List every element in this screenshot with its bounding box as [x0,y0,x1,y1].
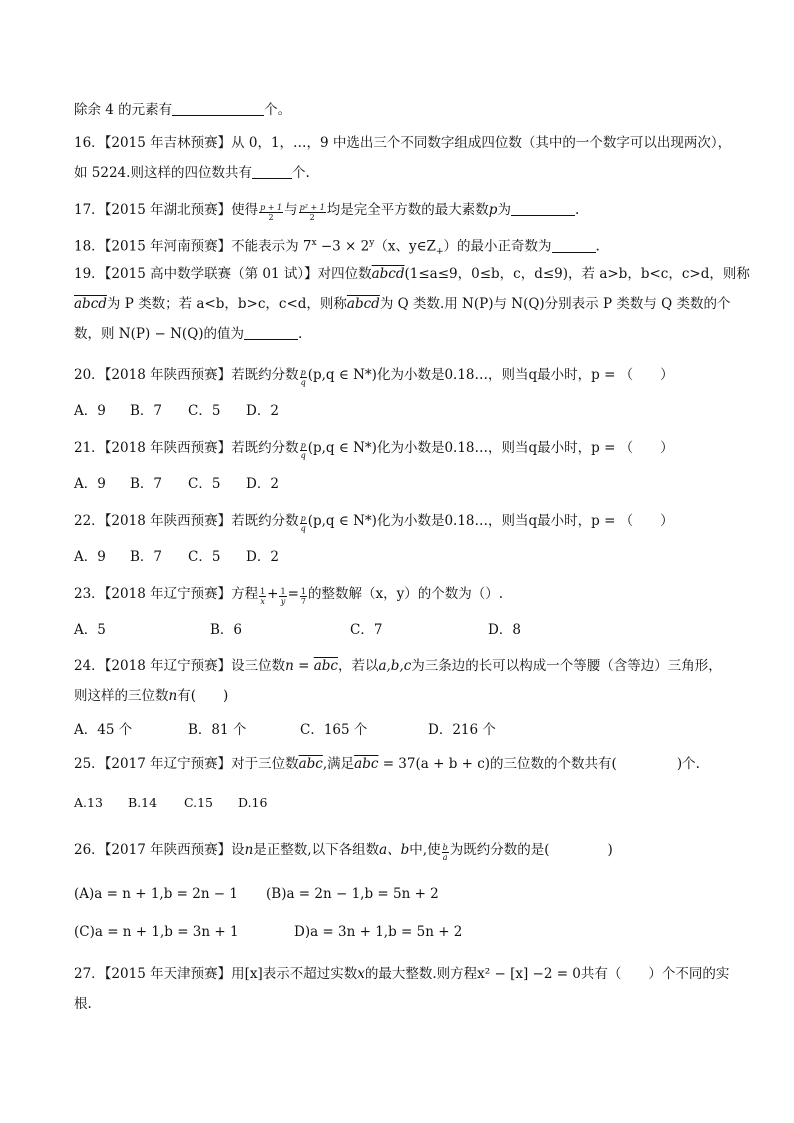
text: 24．【2018 年辽宁预赛】设三位数 [74,658,286,674]
fraction [259,203,283,222]
variable: a、b [379,842,410,858]
text: (p,q ∈ N*)化为小数是0.18…，则当q最小时，p = （ ） [307,513,674,529]
question-18-line [74,233,600,262]
text: 17．【2015 年湖北预赛】使得 [74,202,259,218]
text: −3 × 2 [316,238,370,255]
denominator: x [260,597,265,606]
text: 是正整数,以下各组数 [253,842,380,858]
numerator: 1 [280,587,286,596]
variable: x [357,966,365,982]
text: = 37(a + b + c)的三位数的个数共有( [378,756,617,772]
text: (p,q ∈ N*)化为小数是0.18…，则当q最小时，p = （ ） [307,367,674,383]
text: 个。 [264,102,292,118]
variable: n [244,842,254,858]
text: 18．【2015 年河南预赛】不能表示为 7 [74,238,312,255]
option-d[interactable]: D)a = 3n + 1,b = 5n + 2 [294,924,463,940]
text: 有( ) [177,688,229,704]
option-a[interactable]: A．45 个 [74,722,133,738]
question-26-line [74,840,613,862]
question-22-options [74,547,279,567]
numerator: p [300,441,306,450]
text: 的最大整数.则方程x² − [x] −2 = 0共有（ ）个不同的实 [364,966,730,982]
text: ）的最小正奇数为 [443,238,552,255]
option-d[interactable]: D．8 [488,622,521,638]
fraction [299,203,326,222]
fraction [300,514,307,533]
text: . [298,326,303,342]
denominator: q [300,378,306,387]
fraction [300,441,307,460]
answer-blank [244,325,298,340]
denominator: 7 [300,597,306,606]
text: ，若以 [337,658,379,674]
option-c[interactable]: C．7 [350,622,383,638]
option-c[interactable]: (C)a = n + 1,b = 3n + 1 [74,924,239,940]
numerator: 1 [260,587,266,596]
question-19-line-2 [74,294,731,314]
question-23-options [74,620,521,640]
text: 为 P 类数；若 a<b，b>c，c<d，则称 [106,296,347,312]
fraction [279,587,286,606]
question-16-line-2 [74,163,310,183]
fraction [300,368,307,387]
question-26-options-row-2 [74,922,462,942]
text: 23．【2018 年辽宁预赛】方程 [74,586,259,602]
text: 个. [291,165,310,181]
option-c[interactable]: C．5 [188,403,221,419]
option-c[interactable]: C．165 个 [300,722,368,738]
option-c[interactable]: C．5 [188,549,221,565]
variable: p [488,202,498,218]
text: 16．【2015 年吉林预赛】从 0，1，…，9 中选出三个不同数字组成四位数（其中的一个数字可以出现两次）， [74,135,732,151]
overline-number: $\overline{abc}$ [313,658,338,674]
answer-blank [511,201,575,216]
question-26-options-row-1 [74,884,439,904]
question-19-line-3 [74,324,302,344]
text: 22．【2018 年陕西预赛】若既约分数 [74,513,299,529]
denominator: a [442,853,448,862]
denominator: 2 [309,213,315,222]
option-b[interactable]: B．7 [130,476,163,492]
option-c[interactable]: C．5 [188,476,221,492]
text: 中,使 [409,842,441,858]
variable: a,b,c [378,658,412,674]
option-d[interactable]: D．2 [246,403,279,419]
text: = [293,658,314,674]
option-b[interactable]: B．6 [210,622,243,638]
answer-blank [172,101,264,116]
text: 为 Q 类数.用 N(P)与 N(Q)分别表示 P 类数与 Q 类数的个 [379,296,731,312]
text: 26．【2017 年陕西预赛】设 [74,842,245,858]
question-27-line-2 [74,994,92,1014]
overline-number: abcd [371,266,405,282]
text: 为三条边的长可以构成一个等腰（含等边）三角形， [411,658,722,674]
option-a[interactable]: A．5 [74,622,106,638]
question-25-options [74,793,267,813]
question-17-line [74,200,579,222]
option-a[interactable]: A．9 [74,549,106,565]
option-d[interactable]: D.16 [238,795,268,810]
answer-blank [552,238,596,253]
text-line [74,100,291,120]
question-16-line-1 [74,133,731,153]
fraction [300,587,307,606]
text: 19．【2015 高中数学联赛（第 01 试）】对四位数 [74,266,372,282]
option-b[interactable]: B．7 [130,403,163,419]
option-d[interactable]: D．216 个 [428,722,496,738]
option-d[interactable]: D．2 [246,549,279,565]
subscript: + [435,247,444,258]
text: 20．【2018 年陕西预赛】若既约分数 [74,367,299,383]
option-c[interactable]: C.15 [184,795,213,810]
denominator: 2 [268,213,274,222]
text: 数，则 N(P) − N(Q)的值为 [74,326,245,342]
question-21-options [74,474,279,494]
text: 则这样的三位数 [74,688,169,704]
option-a[interactable]: A.13 [74,795,103,810]
question-20-line [74,365,674,387]
text: (1≤a≤9，0≤b，c，d≤9)，若 a>b，b<c，c>d，则称 [404,266,750,282]
numerator: p² + 1 [299,203,325,212]
text: 25．【2017 年辽宁预赛】对于三位数 [74,756,299,772]
text: 根. [74,996,92,1012]
text: 27．【2015 年天津预赛】用[x]表示不超过实数 [74,966,358,982]
text: 除余 4 的元素有 [74,102,173,118]
text: 21．【2018 年陕西预赛】若既约分数 [74,440,299,456]
overline-number: $\overline{abc}$ [354,756,379,772]
option-b[interactable]: B．81 个 [188,722,247,738]
question-22-line [74,511,674,533]
question-27-line-1 [74,964,729,984]
numerator: b [442,843,448,852]
denominator: q [300,524,306,533]
question-24-options [74,720,496,740]
question-25-line [74,754,700,774]
text: . [595,238,600,255]
text: (p,q ∈ N*)化为小数是0.18…，则当q最小时，p = （ ） [307,440,674,456]
overline-number: $\overline{abc}$ [298,756,323,772]
text: 的整数解（x，y）的个数为（）. [307,586,504,602]
numerator: 1 [300,587,306,596]
denominator: q [300,451,306,460]
text: 为既约分数的是( [449,842,550,858]
variable: n [168,688,178,704]
exponent: y [369,238,375,248]
fraction [259,587,266,606]
text: + [267,586,279,602]
numerator: p [300,514,306,523]
text: ,满足 [322,756,355,772]
text: 均是完全平方数的最大素数 [326,202,489,218]
option-b[interactable]: (B)a = 2n − 1,b = 5n + 2 [266,886,439,902]
option-d[interactable]: D．2 [246,476,279,492]
text: 如 5224.则这样的四位数共有 [74,165,252,181]
numerator: p + 1 [260,203,283,212]
question-24-line-1 [74,656,722,676]
text: 与 [284,202,298,218]
variable: n [285,658,294,674]
answer-blank [252,164,292,179]
option-a[interactable]: A．9 [74,403,106,419]
exponent: x [311,238,317,248]
denominator: y [280,597,286,606]
option-b[interactable]: B.14 [128,795,158,810]
option-a[interactable]: A．9 [74,476,106,492]
overline-number: abcd [346,296,380,312]
text: = [287,586,299,602]
question-24-line-2 [74,686,228,706]
fraction [442,843,449,862]
option-b[interactable]: B．7 [130,549,163,565]
overline-number: abcd [74,296,107,312]
option-a[interactable]: (A)a = n + 1,b = 2n − 1 [74,886,238,902]
question-23-line [74,584,503,606]
text: （x、y∈Z [374,238,436,255]
numerator: p [300,368,306,377]
text: )个. [676,756,700,772]
text: 为 [497,202,511,218]
question-19-line-1 [74,264,750,284]
question-20-options [74,401,279,421]
question-21-line [74,438,674,460]
text: . [574,202,580,218]
text: ) [607,842,613,858]
